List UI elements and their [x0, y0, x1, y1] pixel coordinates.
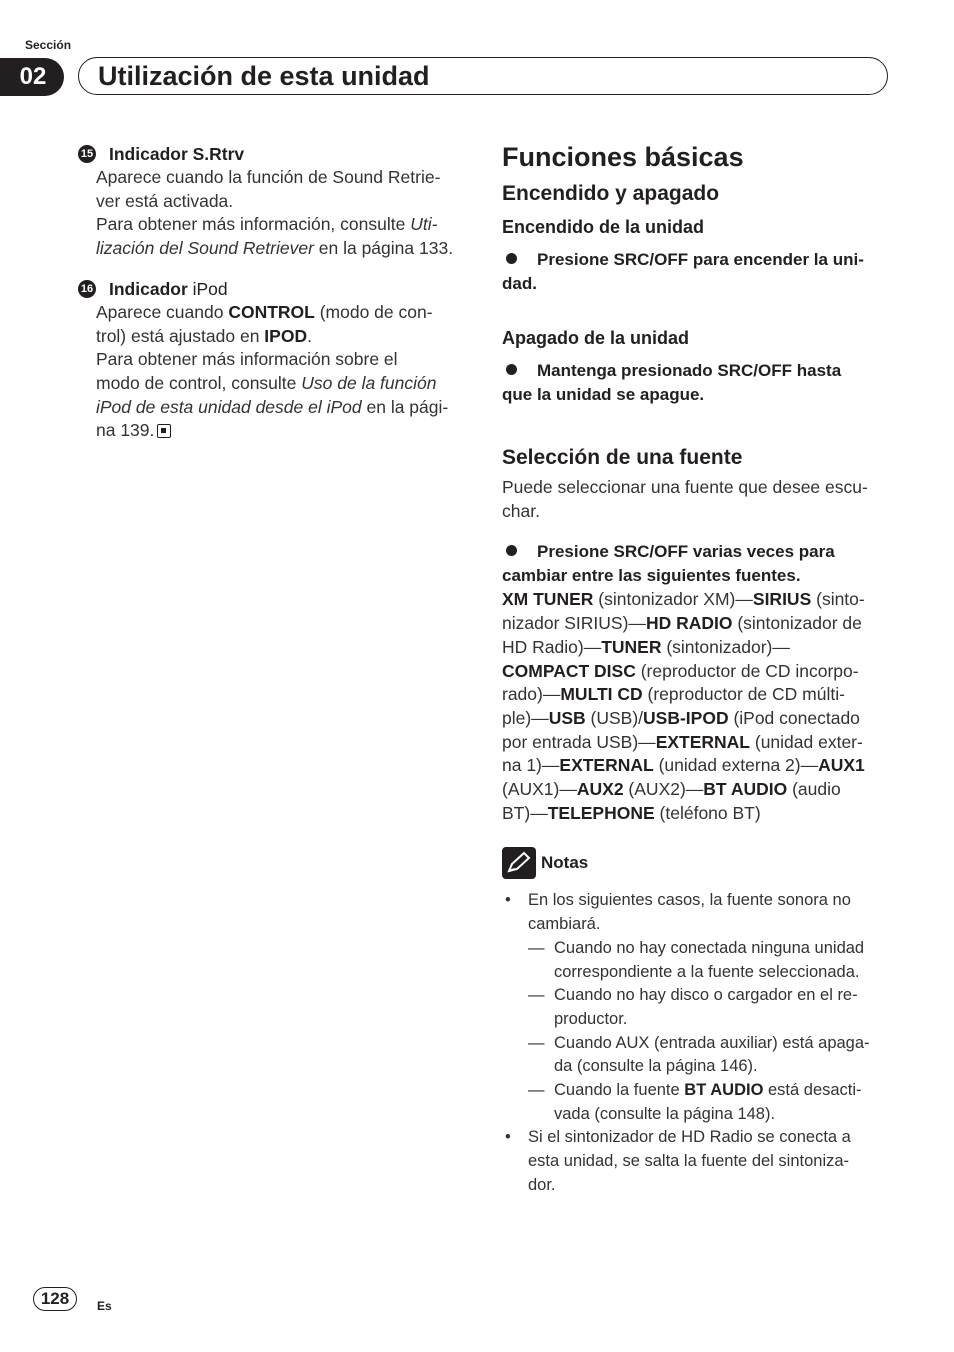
language-code: Es — [97, 1299, 112, 1313]
item-15-title: Indicador S.Rtrv — [109, 144, 245, 164]
notes-list — [502, 889, 894, 1197]
step-bullet-icon — [506, 364, 517, 375]
note-subitem: — Cuando no hay conectada ninguna unidad correspondiente a la fuente seleccionada. — [528, 938, 865, 981]
pencil-note-icon — [502, 847, 536, 879]
heading-encendido-apagado: Encendido y apagado — [502, 182, 720, 205]
step-power-off: Mantenga presionado SRC/OFF hasta que la unidad se apague. — [502, 361, 842, 404]
step-bullet-icon — [506, 545, 517, 556]
step-bullet-icon — [506, 253, 517, 264]
section-number-badge: 02 — [0, 58, 64, 96]
source-intro: Puede seleccionar una fuente que desee escu- char. — [502, 477, 868, 521]
note-subitem: — Cuando no hay disco o cargador en el re- productor. — [528, 986, 858, 1028]
end-of-section-icon — [157, 424, 171, 438]
item-16-body: Aparece cuando CONTROL (modo de con- trol) está ajustado en IPOD. Para obtener más información sobre el modo de control, consulte Uso de la función iPod de esta unidad desde el iPod en la pági- na 139. — [96, 301, 449, 441]
page-number: 128 — [33, 1287, 77, 1311]
section-title: Utilización de esta unidad — [98, 61, 430, 91]
note-subitem: — Cuando AUX (entrada auxiliar) está apaga- da (consulte la página 146). — [528, 1033, 870, 1076]
heading-funciones-basicas: Funciones básicas — [502, 142, 744, 172]
item-15-body: Aparece cuando la función de Sound Retrie- ver está activada. Para obtener más información, consulte Uti- lización del Sound Retriever en la página 133. — [96, 167, 454, 259]
step-power-on: Presione SRC/OFF para encender la uni- dad. — [502, 250, 864, 293]
left-column — [78, 142, 470, 443]
item-number-16: 16 — [78, 280, 96, 298]
heading-encendido-unidad: Encendido de la unidad — [502, 217, 705, 237]
item-16-title: Indicador iPod — [109, 278, 228, 299]
note-subitem: — Cuando la fuente BT AUDIO está desacti- vada (consulte la página 148). — [528, 1081, 862, 1123]
section-label: Sección — [25, 38, 72, 52]
source-list: XM TUNER (sintonizador XM)—SIRIUS (sinto- nizador SIRIUS)—HD RADIO (sintonizador de HD Radio)—TUNER (sintonizador)— COMPACT DISC (reproductor de CD incorpo- rado)—MULTI CD (reproductor de CD múlti- ple)—USB (USB)/USB-IPOD (iPod conectado por entrada USB)—EXTERNAL (unidad exter- na 1)—EXTERNAL (unidad externa 2)—AUX1 (AUX1)—AUX2 (AUX2)—BT AUDIO (audio BT)—TELEPHONE (teléfono BT) — [502, 589, 865, 823]
item-15 — [78, 142, 470, 261]
item-number-15: 15 — [78, 145, 96, 163]
notes-header — [502, 847, 894, 879]
heading-apagado-unidad: Apagado de la unidad — [502, 328, 690, 348]
heading-seleccion-fuente: Selección de una fuente — [502, 446, 743, 469]
note-item: • En los siguientes casos, la fuente sonora no cambiará. — [505, 891, 851, 934]
item-16 — [78, 277, 470, 443]
notes-title: Notas — [541, 853, 589, 873]
step-select-source: Presione SRC/OFF varias veces para cambiar entre las siguientes fuentes. — [502, 542, 835, 586]
note-item: • Si el sintonizador de HD Radio se conecta a esta unidad, se salta la fuente del sintoniza- dor. — [505, 1128, 851, 1194]
right-column — [502, 140, 894, 1198]
